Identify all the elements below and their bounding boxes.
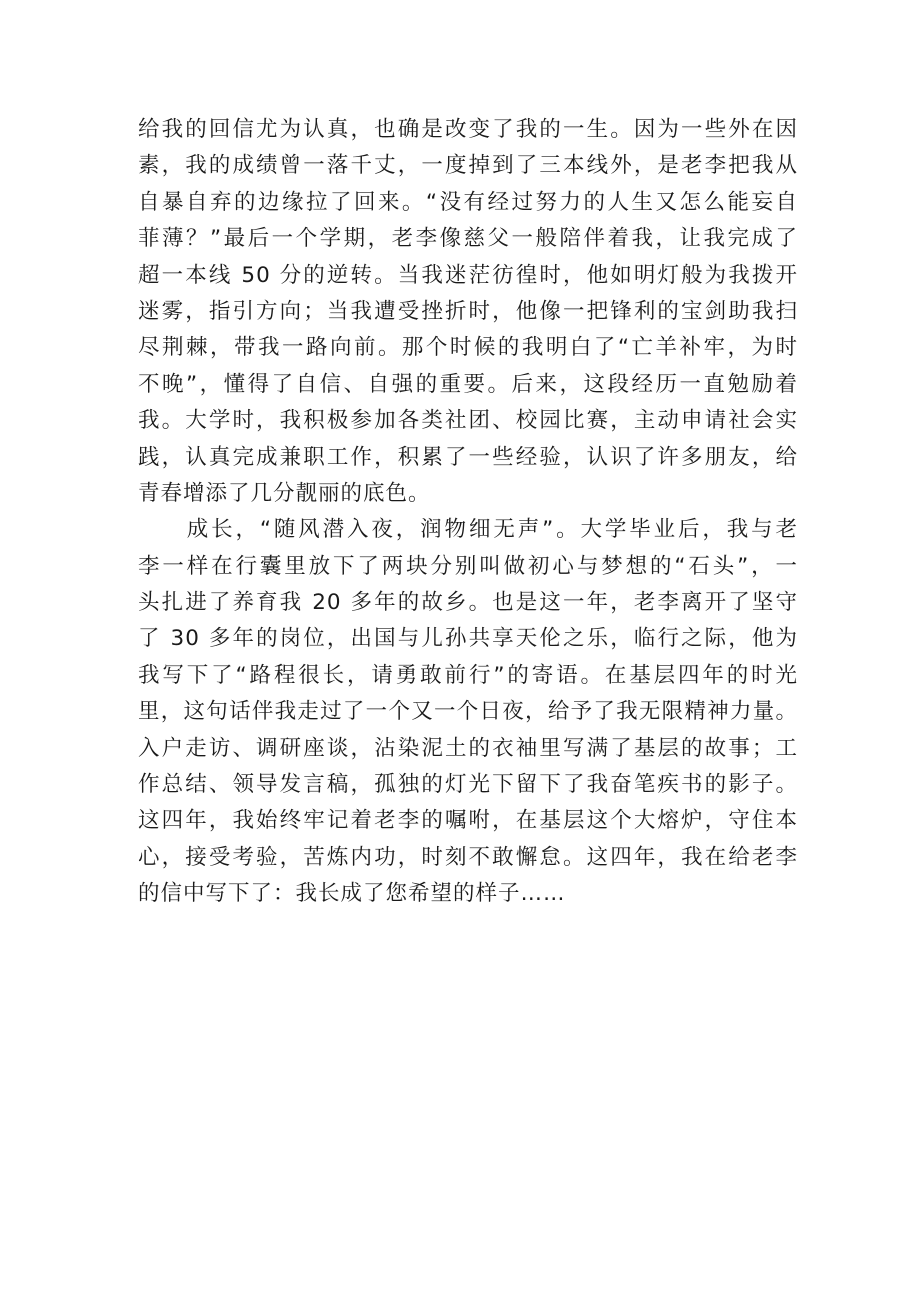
text-line: 成长，“随风潜入夜，润物细无声”。大学毕业后，我与老 [138, 517, 798, 543]
text-line: 给我的回信尤为认真，也确是改变了我的一生。因为一些外在因 [138, 117, 798, 142]
text-line: 尽荆棘，带我一路向前。那个时候的我明白了“亡羊补牢，为时 [138, 335, 798, 361]
text-line: 践，认真完成兼职工作，积累了一些经验，认识了许多朋友，给 [138, 444, 798, 470]
text-line: 超一本线 50 分的逆转。当我迷茫彷徨时，他如明灯般为我拨开 [138, 262, 798, 288]
text-line: 了 30 多年的岗位，出国与儿孙共享天伦之乐，临行之际，他为 [138, 626, 798, 652]
paragraph-1 [138, 112, 798, 512]
text-line: 头扎进了养育我 20 多年的故乡。也是这一年，老李离开了坚守 [138, 590, 798, 616]
text-line: 入户走访、调研座谈，沾染泥土的衣袖里写满了基层的故事；工 [138, 735, 798, 761]
text-line: 里，这句话伴我走过了一个又一个日夜，给予了我无限精神力量。 [138, 699, 798, 725]
text-line: 李一样在行囊里放下了两块分别叫做初心与梦想的“石头”，一 [138, 553, 798, 579]
text-line: 这四年，我始终牢记着老李的嘱咐，在基层这个大熔炉，守住本 [138, 808, 798, 834]
paragraph-2 [138, 512, 798, 912]
body-text [138, 112, 798, 913]
text-line: 我。大学时，我积极参加各类社团、校园比赛，主动申请社会实 [138, 408, 798, 434]
text-line: 作总结、领导发言稿，孤独的灯光下留下了我奋笔疾书的影子。 [138, 772, 798, 798]
text-line: 迷雾，指引方向；当我遭受挫折时，他像一把锋利的宝剑助我扫 [138, 298, 798, 324]
text-line: 素，我的成绩曾一落千丈，一度掉到了三本线外，是老李把我从 [138, 153, 798, 179]
text-line: 的信中写下了：我长成了您希望的样子…… [138, 881, 566, 907]
text-line: 青春增添了几分靓丽的底色。 [138, 480, 431, 506]
text-line: 不晚”，懂得了自信、自强的重要。后来，这段经历一直勉励着 [138, 371, 798, 397]
text-line: 心，接受考验，苦炼内功，时刻不敢懈怠。这四年，我在给老李 [138, 844, 798, 870]
text-line: 自暴自弃的边缘拉了回来。“没有经过努力的人生又怎么能妄自 [138, 189, 798, 215]
text-line: 菲薄？”最后一个学期，老李像慈父一般陪伴着我，让我完成了 [138, 226, 798, 252]
text-line: 我写下了“路程很长，请勇敢前行”的寄语。在基层四年的时光 [138, 662, 798, 688]
